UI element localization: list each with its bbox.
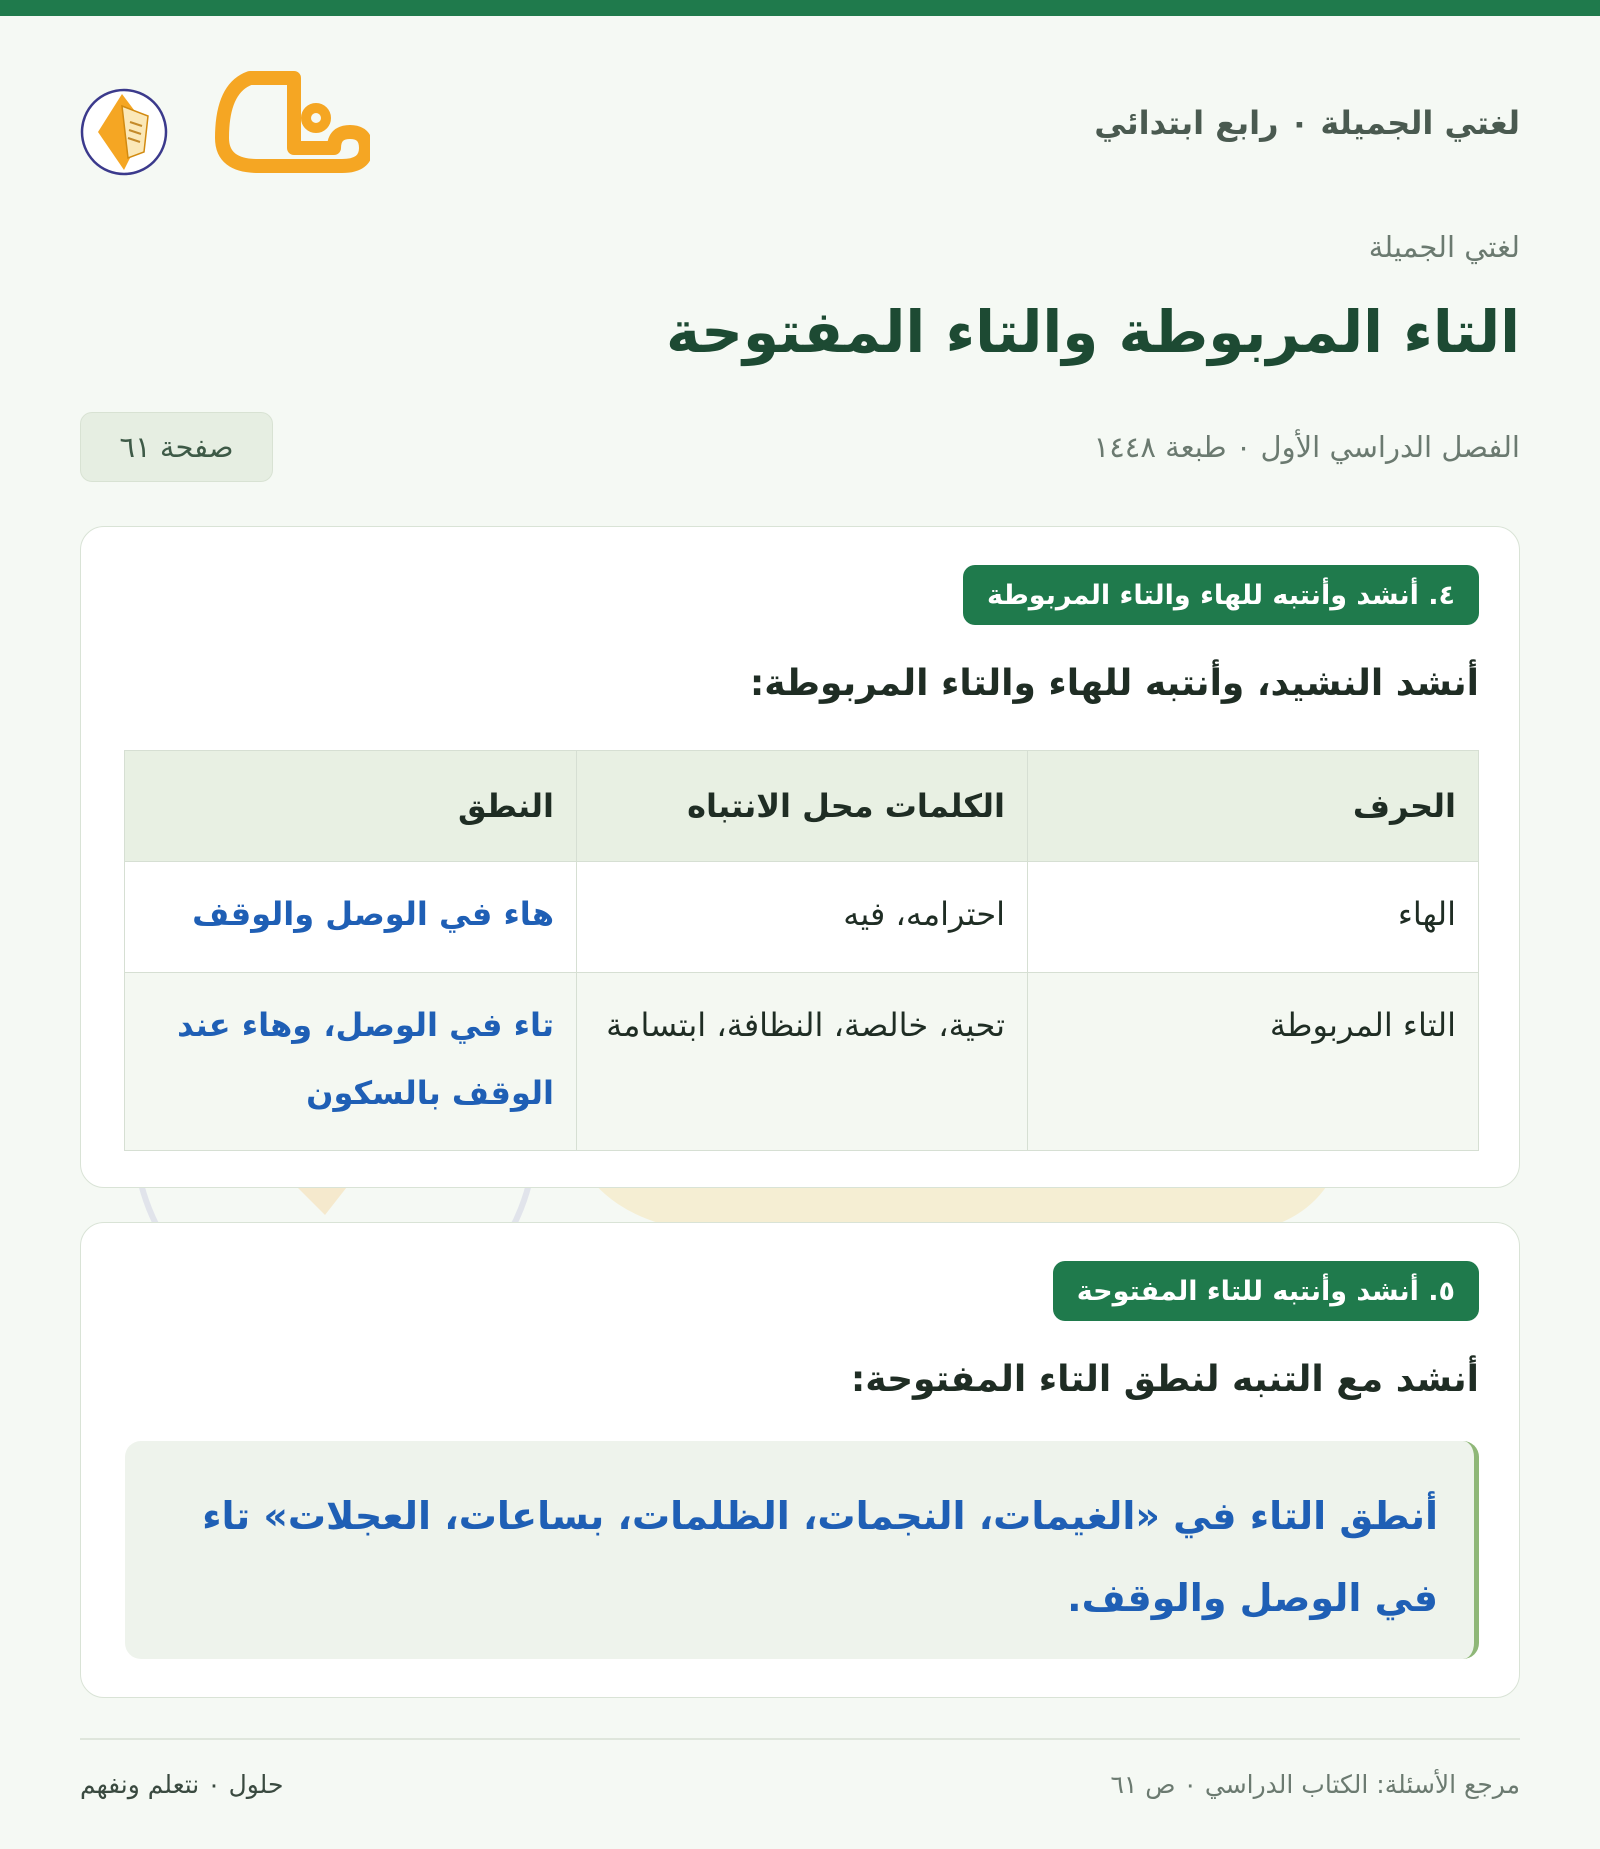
subject-label: لغتي الجميلة bbox=[1368, 230, 1520, 264]
page-title: التاء المربوطة والتاء المفتوحة bbox=[665, 298, 1520, 366]
table-row bbox=[125, 862, 1479, 973]
question-card-5 bbox=[80, 1222, 1520, 1698]
question-prompt: أنشد النشيد، وأنتبه للهاء والتاء المربوطة: bbox=[749, 663, 1479, 704]
table-row bbox=[125, 973, 1479, 1151]
table-header-row bbox=[125, 751, 1479, 862]
footer-brand: حلول ٠ نتعلم ونفهم bbox=[80, 1770, 284, 1799]
table-cell-words: احترامه، فيه bbox=[577, 862, 1028, 973]
question-label-pill: ٥. أنشد وأنتبه للتاء المفتوحة bbox=[1053, 1261, 1479, 1321]
table-cell-pronunciation: هاء في الوصل والوقف bbox=[125, 862, 577, 973]
question-prompt: أنشد مع التنبه لنطق التاء المفتوحة: bbox=[850, 1359, 1479, 1400]
top-accent-bar bbox=[0, 0, 1600, 16]
term-label: الفصل الدراسي الأول ٠ طبعة ١٤٤٨ bbox=[1093, 430, 1520, 464]
question-card-4 bbox=[80, 526, 1520, 1188]
question-label-pill: ٤. أنشد وأنتبه للهاء والتاء المربوطة bbox=[963, 565, 1479, 625]
footer-divider bbox=[80, 1738, 1520, 1740]
footer-reference: مرجع الأسئلة: الكتاب الدراسي ٠ ص ٦١ bbox=[1110, 1770, 1520, 1799]
column-header-pronunciation: النطق bbox=[125, 751, 577, 862]
answer-block: أنطق التاء في «الغيمات، النجمات، الظلمات، بساعات، العجلات» تاء في الوصل والوقف. bbox=[125, 1441, 1479, 1659]
table-cell-letter: التاء المربوطة bbox=[1028, 973, 1479, 1151]
column-header-words: الكلمات محل الانتباه bbox=[577, 751, 1028, 862]
page-number-badge: صفحة ٦١ bbox=[80, 412, 273, 482]
header bbox=[80, 66, 1520, 198]
table-cell-letter: الهاء bbox=[1028, 862, 1479, 973]
table-cell-pronunciation: تاء في الوصل، وهاء عند الوقف بالسكون bbox=[125, 973, 577, 1151]
header-title: لغتي الجميلة ٠ رابع ابتدائي bbox=[1094, 104, 1520, 142]
hulul-logo-icon[interactable] bbox=[80, 66, 370, 198]
column-header-letter: الحرف bbox=[1028, 751, 1479, 862]
table-cell-words: تحية، خالصة، النظافة، ابتسامة bbox=[577, 973, 1028, 1151]
answer-table bbox=[124, 750, 1479, 1151]
